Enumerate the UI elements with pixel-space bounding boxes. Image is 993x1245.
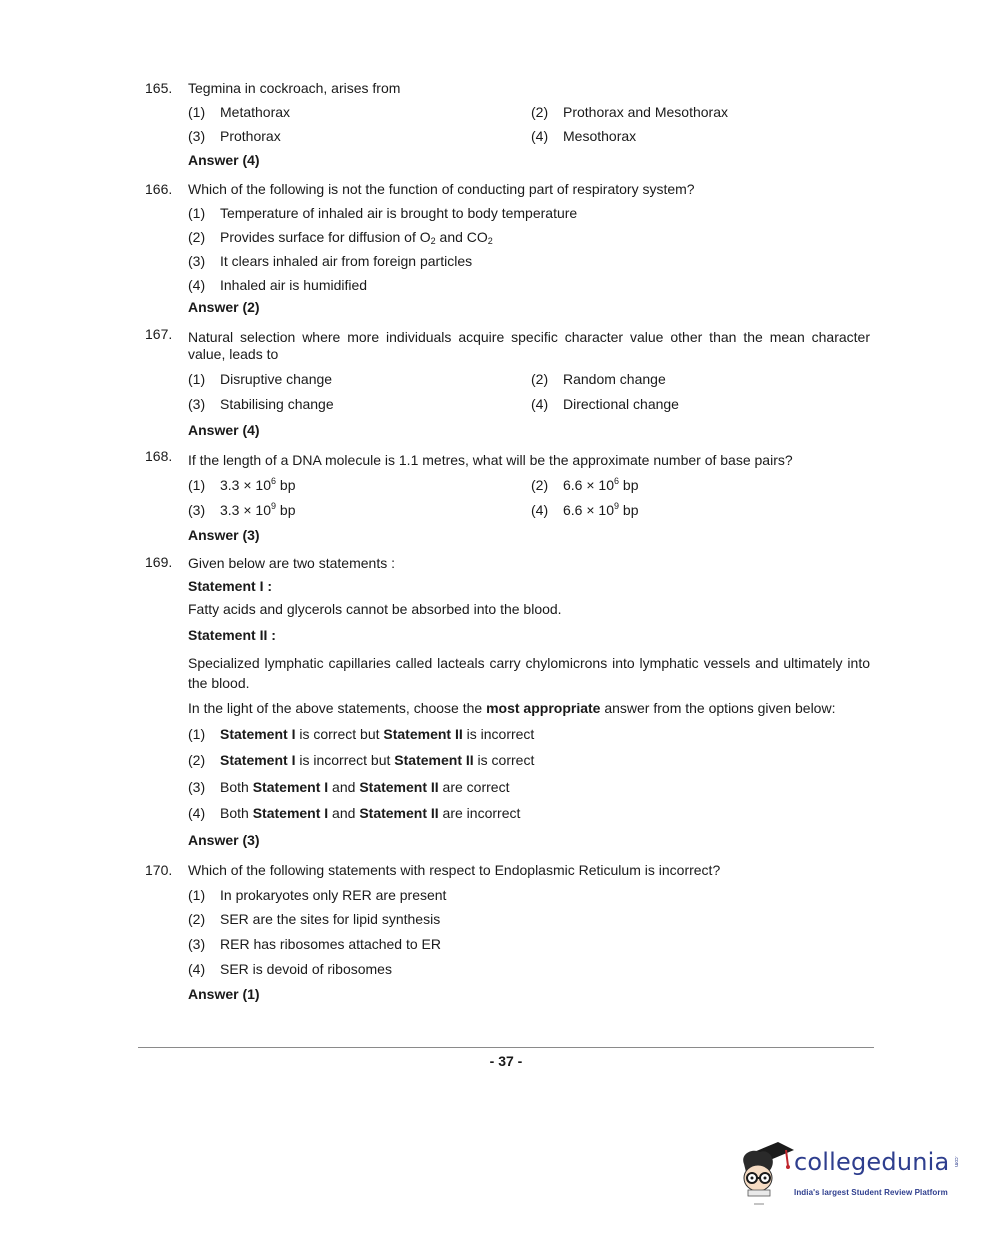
answer: Answer (4) <box>188 422 260 438</box>
option-2: (2) Provides surface for diffusion of $O_2$ and $CO_2$ <box>188 229 493 246</box>
option-2: (2) $6.6 \times 10^6$ bp <box>531 476 639 493</box>
question-number: 168. <box>145 448 173 464</box>
answer: Answer (2) <box>188 299 260 315</box>
option-1: (1) $3.3 \times 10^6$ bp <box>188 476 296 493</box>
option-4: (4) SER is devoid of ribosomes <box>188 961 392 977</box>
question-number: 169. <box>145 554 173 570</box>
option-3: (3) RER has ribosomes attached to ER <box>188 936 441 952</box>
logo-wordmark: collegedunia <box>794 1148 950 1176</box>
answer: Answer (4) <box>188 152 260 168</box>
option-4: (4) Inhaled air is humidified <box>188 277 368 293</box>
answer: Answer (3) <box>188 832 260 848</box>
student-mascot-icon <box>734 1138 794 1210</box>
option-3: (3) Stabilising change <box>188 396 334 412</box>
option-3: (3) Both Statement I and Statement II are correct <box>188 779 510 795</box>
option-2: (2) Prothorax and Mesothorax <box>531 104 728 120</box>
option-1: (1) In prokaryotes only RER are present <box>188 887 447 903</box>
option-4: (4) $6.6 \times 10^9$ bp <box>531 501 639 518</box>
option-2: (2) Random change <box>531 371 666 387</box>
option-2: (2) SER are the sites for lipid synthesis <box>188 911 441 927</box>
option-4: (4) Directional change <box>531 396 679 412</box>
collegedunia-logo <box>734 1138 964 1210</box>
option-2: (2) Statement I is incorrect but Statement II is correct <box>188 752 535 768</box>
answer: Answer (3) <box>188 527 260 543</box>
logo-dotcom: .com <box>953 1156 959 1167</box>
question-text: Which of the following is not the function of conducting part of respiratory system? <box>188 181 695 197</box>
option-1: (1) Disruptive change <box>188 371 333 387</box>
option-4: (4) Both Statement I and Statement II are incorrect <box>188 805 521 821</box>
statement-2-text: Specialized lymphatic capillaries called lacteals carry chylomicrons into lymphatic vessels and ultimately into the blood. <box>188 655 870 691</box>
question-text: Tegmina in cockroach, arises from <box>188 80 401 96</box>
option-3: (3) $3.3 \times 10^9$ bp <box>188 501 296 518</box>
page-number: - 37 - <box>489 1053 523 1069</box>
question-text: Which of the following statements with respect to Endoplasmic Reticulum is incorrect? <box>188 862 721 878</box>
statement-2-heading: Statement II : <box>188 627 276 643</box>
question-number: 166. <box>145 181 173 197</box>
option-3: (3) Prothorax <box>188 128 281 144</box>
option-4: (4) Mesothorax <box>531 128 637 144</box>
question-text: If the length of a DNA molecule is 1.1 metres, what will be the approximate number of base pairs? <box>188 452 793 468</box>
question-number: 167. <box>145 326 173 342</box>
question-number: 165. <box>145 80 173 96</box>
footer-divider <box>138 1047 874 1048</box>
option-1: (1) Metathorax <box>188 104 291 120</box>
statement-1-text: Fatty acids and glycerols cannot be absorbed into the blood. <box>188 601 562 617</box>
statement-1-heading: Statement I : <box>188 578 273 594</box>
logo-tagline: India's largest Student Review Platform <box>794 1188 948 1197</box>
option-1: (1) Statement I is correct but Statement II is incorrect <box>188 726 535 742</box>
answer: Answer (1) <box>188 986 260 1002</box>
question-text: Given below are two statements : <box>188 555 395 571</box>
question-number: 170. <box>145 862 173 878</box>
option-1: (1) Temperature of inhaled air is brought to body temperature <box>188 205 578 221</box>
question-text: Natural selection where more individuals acquire specific character value other than the mean character value, leads to <box>188 329 870 362</box>
option-3: (3) It clears inhaled air from foreign particles <box>188 253 473 269</box>
instruction-text: In the light of the above statements, choose the most appropriate answer from the options given below: <box>188 700 836 716</box>
